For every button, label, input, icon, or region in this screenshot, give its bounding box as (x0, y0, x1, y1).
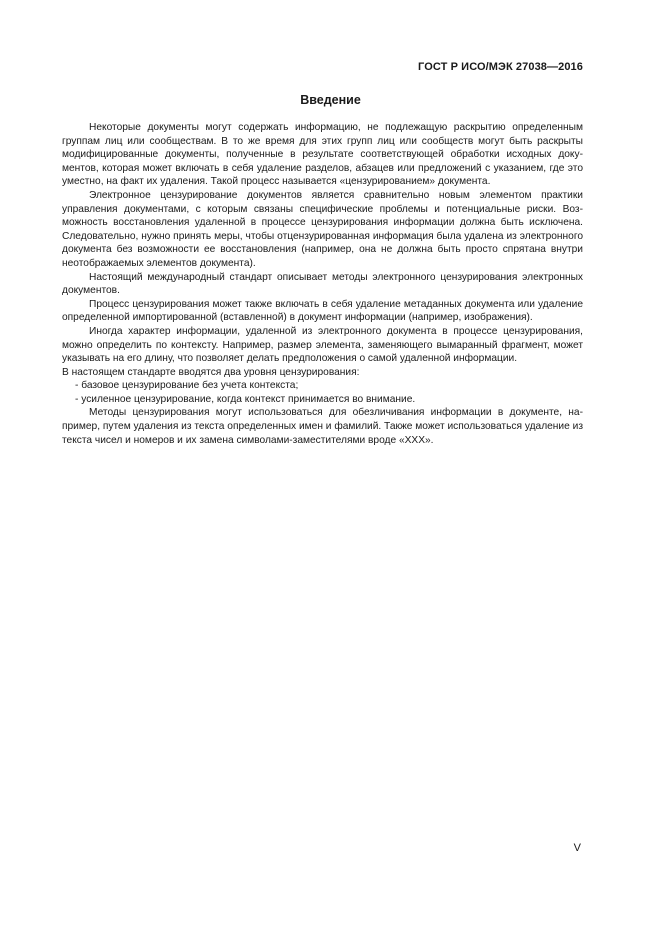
list-item: - базовое цензурирование без учета контекста; (75, 380, 299, 392)
document-body (62, 121, 583, 447)
paragraph: Иногда характер информации, удаленной из электронного документа в процессе цензурирования, можно определить по контексту. Например, размер элемента, заменяющего вымаранный фрагмент, может указывать на его длину, что позволяет делать предположения о самой удаленной информации. (62, 325, 583, 365)
paragraph: Некоторые документы могут содержать информацию, не подлежащую раскрытию определенным группам лиц или сообществам. В то же время для этих групп лиц или сообществ могут быть раскрыты модифицированные документы, полученные в результате соответствующей обработки исходных документов, которая может включать в себя удаление разделов, абзацев или предложений с указанием, где это уместно, на факт их удаления. Такой процесс называется «цензурированием» документа. (62, 122, 583, 188)
list-item: - усиленное цензурирование, когда контекст принимается во внимание. (75, 393, 416, 405)
paragraph: Электронное цензурирование документов является сравнительно новым элементом практики управления документами, с которым связаны специфические проблемы и потенциальные риски. Возможность восстановления удаленной в процессе цензурирования информации должна быть исключена. Следовательно, нужно принять меры, чтобы отцензурированная информация была удалена из электронного документа без возможности ее восстановления (например, она не должна быть просто спрятана внутри неотображаемых элементов документа). (62, 189, 583, 269)
paragraph: Методы цензурирования могут использоваться для обезличивания информации в документе, например, путем удаления из текста определенных имен и фамилий. Также может использоваться удаление из текста чисел и номеров и их замена символами-заместителями вроде «XXX». (62, 407, 583, 446)
section-title: Введение (300, 93, 361, 107)
levels-intro: В настоящем стандарте вводятся два уровня цензурирования: (62, 366, 360, 378)
standard-code-header: ГОСТ Р ИСО/МЭК 27038—2016 (418, 61, 583, 73)
paragraph: Настоящий международный стандарт описывает методы электронного цензурирования электронных документов. (62, 271, 583, 297)
page-number: V (573, 842, 581, 854)
paragraph: Процесс цензурирования может также включать в себя удаление метаданных документа или удаление определенной импортированной (вставленной) в документ информации (например, изображения). (62, 298, 583, 324)
